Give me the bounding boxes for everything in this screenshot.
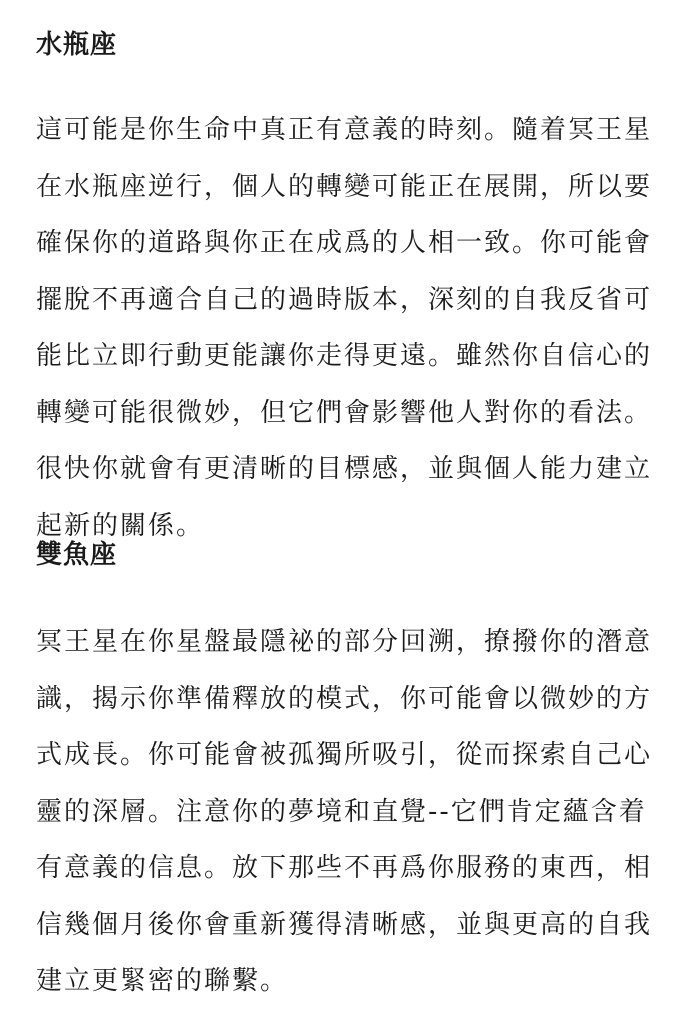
section-title-aquarius: 水瓶座 [36,30,118,60]
section-body-aquarius: 這可能是你生命中真正有意義的時刻。隨着冥王星在水瓶座逆行，個人的轉變可能正在展開，所以要確保你的道路與你正在成爲的人相一致。你可能會擺脫不再適合自己的過時版本，深刻的自我反省可能比立即行動更能讓你走得更遠。雖然你自信心的轉變可能很微妙，但它們會影響他人對你的看法。很快你就會有更清晰的目標感，並與個人能力建立起新的關係。 [36,115,653,541]
section-title-pisces: 雙魚座 [36,540,118,570]
section-body-pisces: 冥王星在你星盤最隱祕的部分回溯，撩撥你的潛意識，揭示你準備釋放的模式，你可能會以微妙的方式成長。你可能會被孤獨所吸引，從而探索自己心靈的深層。注意你的夢境和直覺--它們肯定蘊含着有意義的信息。放下那些不再爲你服務的東西，相信幾個月後你會重新獲得清晰感，並與更高的自我建立更緊密的聯繫。 [36,627,653,996]
